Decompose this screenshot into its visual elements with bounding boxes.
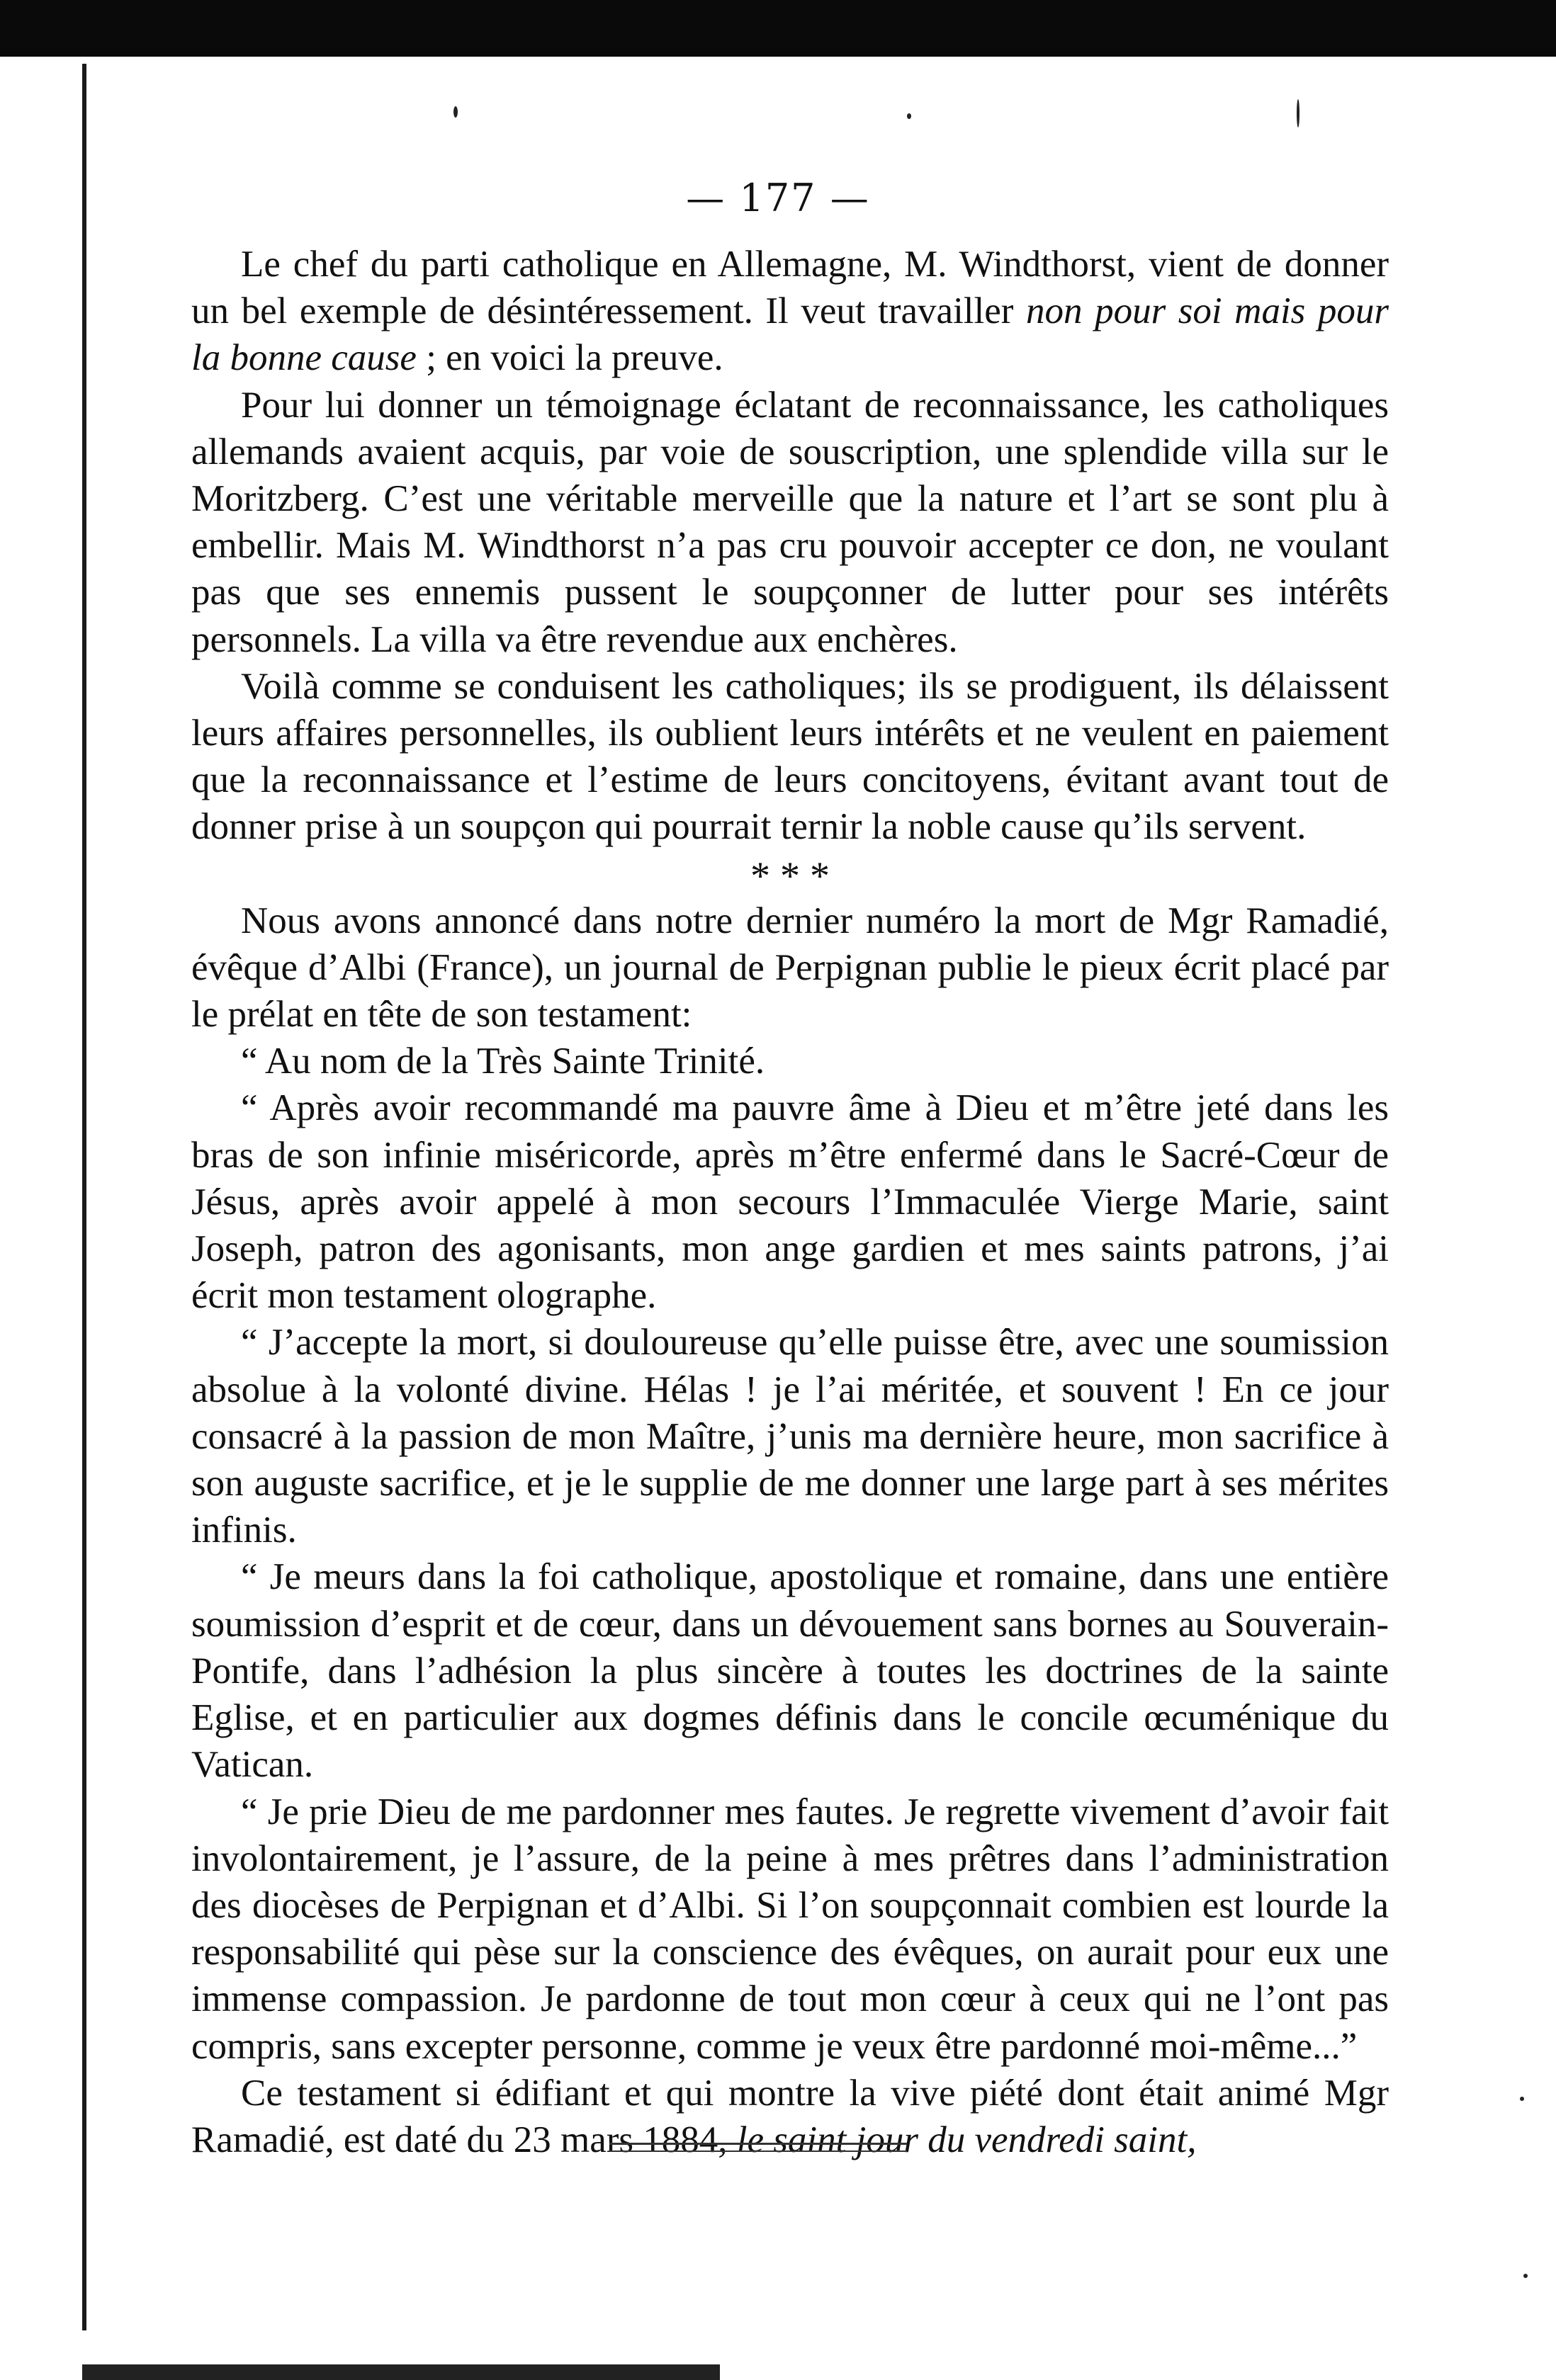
footer-rule — [609, 2143, 907, 2152]
paragraph-trinite: “ Au nom de la Très Sainte Trinité. — [241, 1041, 765, 1082]
paragraph-recommande: “ Après avoir recommandé ma pauvre âme à Dieu et m’être jeté dans les bras de son infinie miséricorde, après m’être enfermé dans le Sacré-Cœur de Jésus, après avoir appelé à mon secours l’Immaculée Vierge Marie, saint Joseph, patron des agonisants, mon ange gardien et mes saints patrons, j’ai écrit mon testament olographe. — [191, 1087, 1389, 1317]
italic-phrase: le saint jour du vendredi saint, — [736, 2119, 1197, 2160]
asterism-separator: * * * — [750, 854, 830, 898]
left-page-edge — [82, 64, 86, 2330]
scan-speck — [1297, 99, 1300, 128]
scan-speck — [453, 106, 458, 118]
article-body — [191, 241, 1389, 2163]
scan-speck — [907, 113, 911, 119]
page-number: — 177 — — [686, 176, 870, 220]
paragraph-ramadie: Nous avons annoncé dans notre dernier numéro la mort de Mgr Ramadié, évêque d’Albi (France), un journal de Perpignan publie le pieux écrit placé par le prélat en tête de son testament: — [191, 900, 1389, 1036]
bottom-edge-rule — [82, 2364, 720, 2380]
paragraph-text: Ce testament si édifiant et qui montre la vive piété dont était animé Mgr Ramadié, est daté du 23 mars 1884, — [191, 2072, 1389, 2160]
paragraph-villa: Pour lui donner un témoignage éclatant de reconnaissance, les catholiques allemands avaient acquis, par voie de souscription, une splendide villa sur le Moritzberg. C’est une véritable merveille que la nature et l’art se sont plu à embellir. Mais M. Windthorst n’a pas cru pouvoir accepter ce don, ne voulant pas que ses ennemis pussent le soupçonner de lutter pour ses intérêts personnels. La villa va être revendue aux enchères. — [191, 384, 1389, 660]
italic-phrase: non pour soi mais pour la bonne cause — [191, 290, 1389, 379]
scan-speck — [1523, 2274, 1528, 2278]
paragraph-meurs: “ Je meurs dans la foi catholique, apostolique et romaine, dans une entière soumission d’esprit et de cœur, dans un dévouement sans bornes au Souverain-Pontife, dans l’adhésion la plus sincère à toutes les doctrines de la sainte Eglise, et en particulier aux dogmes définis dans le concile œcuménique du Vatican. — [191, 1556, 1389, 1786]
paragraph-prie: “ Je prie Dieu de me pardonner mes fautes. Je regrette vivement d’avoir fait involontairement, je l’assure, de la peine à mes prêtres dans l’administration des diocèses de Perpignan et d’Albi. Si l’on soupçonnait combien est lourde la responsabilité qui pèse sur la conscience des évêques, on aurait pour eux une immense compassion. Je pardonne de tout mon cœur à ceux qui ne l’ont pas compris, sans excepter personne, comme je veux être pardonné moi-même...” — [191, 1791, 1389, 2067]
paragraph-catholiques: Voilà comme se conduisent les catholiques; ils se prodiguent, ils délaissent leurs affaires personnelles, ils oublient leurs intérêts et ne veulent en paiement que la reconnaissance et l’estime de leurs concitoyens, évitant avant tout de donner prise à un soupçon qui pourrait ternir la noble cause qu’ils servent. — [191, 665, 1389, 848]
paragraph-windthorst — [191, 241, 1389, 382]
paragraph-text: Le chef du parti catholique en Allemagne, M. Windthorst, vient de donner un bel exemple de désintéressement. Il veut travailler — [191, 244, 1389, 332]
paragraph-accepte: “ J’accepte la mort, si douloureuse qu’elle puisse être, avec une soumission absolue à la volonté divine. Hélas ! je l’ai méritée, et souvent ! En ce jour consacré à la passion de mon Maître, j’unis ma dernière heure, mon sacrifice à son auguste sacrifice, et je le supplie de me donner une large part à ses mérites infinis. — [191, 1322, 1389, 1551]
paragraph-tail: ; en voici la preuve. — [416, 337, 723, 379]
scan-speck — [1520, 2097, 1524, 2101]
top-border-rule — [0, 0, 1556, 64]
